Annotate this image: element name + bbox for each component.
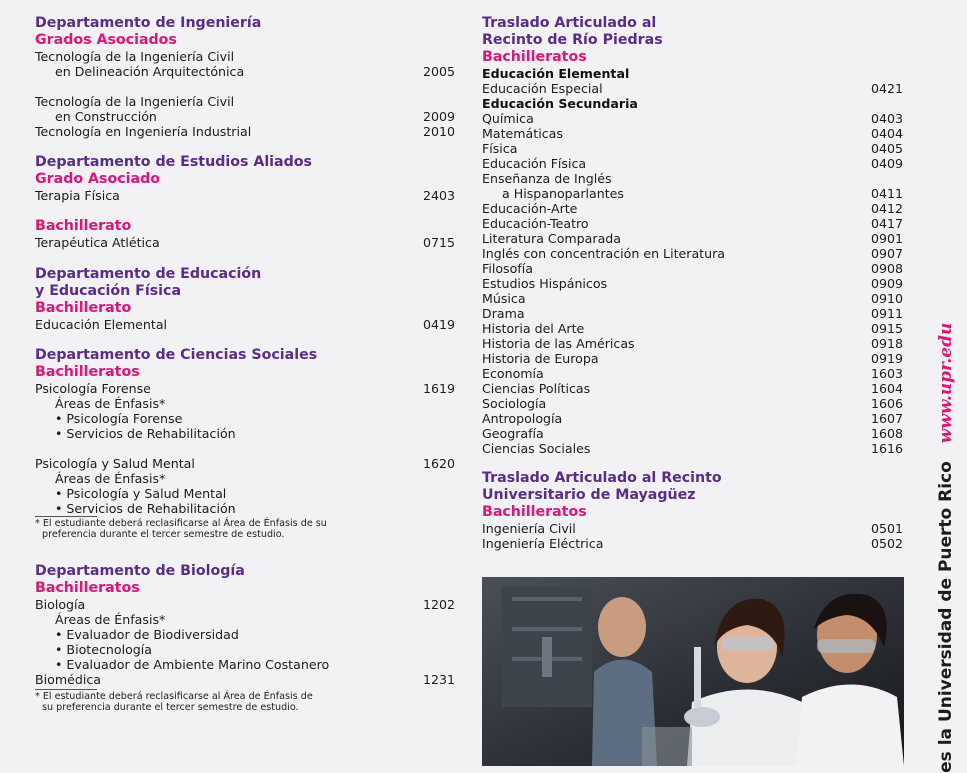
- area-item: • Servicios de Rehabilitación: [55, 426, 236, 441]
- program-row: [482, 411, 903, 426]
- footnote: * El estudiante deberá reclasificarse al Área de Énfasis de: [35, 691, 313, 702]
- program-code: 1604: [870, 381, 903, 396]
- program-name: Inglés con concentración en Literatura: [482, 246, 725, 261]
- department-heading: Departamento de Ingeniería: [35, 15, 262, 31]
- program-row: [35, 672, 455, 687]
- program-row: [35, 188, 455, 203]
- degree-heading: Grados Asociados: [35, 32, 177, 48]
- areas-label: Áreas de Énfasis*: [55, 396, 166, 411]
- program-row: [482, 276, 903, 291]
- areas-label: Áreas de Énfasis*: [55, 471, 166, 486]
- program-code: 1231: [422, 672, 455, 687]
- program-row: [482, 231, 903, 246]
- program-code: 0907: [870, 246, 903, 261]
- area-item: • Psicología y Salud Mental: [55, 486, 227, 501]
- program-name: Educación-Teatro: [482, 216, 589, 231]
- department-heading: Departamento de Educación: [35, 266, 262, 282]
- program-row: [482, 366, 903, 381]
- program-name: Educación Especial: [482, 81, 603, 96]
- area-item: • Psicología Forense: [55, 411, 183, 426]
- program-code: 0421: [870, 81, 903, 96]
- program-row: [482, 201, 903, 216]
- program-row: [35, 235, 455, 250]
- program-code: 1620: [422, 456, 455, 471]
- program-code: 0405: [870, 141, 903, 156]
- program-row: [482, 441, 903, 456]
- program-name: Matemáticas: [482, 126, 563, 141]
- website-link[interactable]: www.upr.edu: [936, 322, 956, 444]
- program-row: [35, 381, 455, 396]
- degree-heading: Bachilleratos: [35, 580, 140, 596]
- program-name: Ciencias Sociales: [482, 441, 591, 456]
- program-row: [482, 246, 903, 261]
- program-name: Educación Elemental: [35, 317, 168, 332]
- areas-label: Áreas de Énfasis*: [55, 612, 166, 627]
- footnote: su preferencia durante el tercer semestre de estudio.: [42, 702, 299, 713]
- transfer-heading: Traslado Articulado al Recinto: [482, 470, 722, 486]
- program-name: Ingeniería Eléctrica: [482, 536, 604, 551]
- program-name: Economía: [482, 366, 544, 381]
- program-name: en Construcción: [55, 109, 157, 124]
- program-code: 0403: [870, 111, 903, 126]
- program-name: Psicología y Salud Mental: [35, 456, 195, 471]
- lab-students-photo: [482, 577, 904, 766]
- footnote: preferencia durante el tercer semestre de estudio.: [42, 529, 285, 540]
- program-row: [482, 536, 903, 551]
- area-item: • Biotecnología: [55, 642, 152, 657]
- program-code: 0501: [870, 521, 903, 536]
- program-name: Ciencias Políticas: [482, 381, 591, 396]
- program-code: 1616: [870, 441, 903, 456]
- program-code: 0911: [870, 306, 903, 321]
- program-code: 1202: [422, 597, 455, 612]
- degree-heading: Bachillerato: [35, 218, 132, 234]
- program-row: [482, 381, 903, 396]
- program-code: 0918: [870, 336, 903, 351]
- department-heading: Departamento de Biología: [35, 563, 245, 579]
- department-heading: Departamento de Ciencias Sociales: [35, 347, 318, 363]
- program-row: [482, 521, 903, 536]
- degree-heading: Bachilleratos: [482, 504, 587, 520]
- footnote-rule: [35, 689, 97, 690]
- program-code: 0919: [870, 351, 903, 366]
- degree-heading: Bachilleratos: [482, 49, 587, 65]
- program-code: 1603: [870, 366, 903, 381]
- program-name: Biología: [35, 597, 86, 612]
- program-row: [482, 186, 903, 201]
- section-bachillerato-atletica: [35, 218, 455, 250]
- program-code: 0715: [422, 235, 455, 250]
- program-name: Historia de Europa: [482, 351, 599, 366]
- program-row: [482, 336, 903, 351]
- program-code: 2009: [422, 109, 455, 124]
- program-name: Química: [482, 111, 534, 126]
- footnote: * El estudiante deberá reclasificarse al Área de Énfasis de su: [35, 518, 327, 529]
- program-name: Historia del Arte: [482, 321, 585, 336]
- program-name: Terapia Física: [35, 188, 120, 203]
- transfer-heading: Recinto de Río Piedras: [482, 32, 663, 48]
- program-name: Tecnología de la Ingeniería Civil: [35, 94, 235, 109]
- program-row: [35, 597, 455, 612]
- program-row: [482, 111, 903, 126]
- subheading: Educación Elemental: [482, 66, 630, 81]
- section-mayaguez: [482, 470, 903, 551]
- program-code: 2005: [422, 64, 455, 79]
- program-row: [482, 291, 903, 306]
- degree-heading: Bachillerato: [35, 300, 132, 316]
- program-code: 1606: [870, 396, 903, 411]
- program-row: [35, 109, 455, 124]
- program-code: 0417: [870, 216, 903, 231]
- program-code: 0409: [870, 156, 903, 171]
- subheading: Educación Secundaria: [482, 96, 638, 111]
- program-row: [35, 317, 455, 332]
- program-code: 0404: [870, 126, 903, 141]
- program-name: Tecnología en Ingeniería Industrial: [35, 124, 252, 139]
- program-code: 0901: [870, 231, 903, 246]
- program-code: 0412: [870, 201, 903, 216]
- program-name: Tecnología de la Ingeniería Civil: [35, 49, 235, 64]
- section-estudios-aliados: [35, 154, 455, 203]
- area-item: • Evaluador de Ambiente Marino Costanero: [55, 657, 330, 672]
- program-row: [35, 124, 455, 139]
- program-code: 2010: [422, 124, 455, 139]
- degree-heading: Bachilleratos: [35, 364, 140, 380]
- program-code: 1607: [870, 411, 903, 426]
- program-name: Antropología: [482, 411, 563, 426]
- department-heading: Departamento de Estudios Aliados: [35, 154, 312, 170]
- program-name: Literatura Comparada: [482, 231, 621, 246]
- program-code: 0909: [870, 276, 903, 291]
- program-name: Música: [482, 291, 526, 306]
- lab-photo-illustration: [482, 577, 904, 766]
- program-code: 1619: [422, 381, 455, 396]
- program-row: [482, 156, 903, 171]
- program-code: 0915: [870, 321, 903, 336]
- program-name: Drama: [482, 306, 525, 321]
- program-name: Geografía: [482, 426, 544, 441]
- program-name: Ingeniería Civil: [482, 521, 576, 536]
- section-ingenieria: [35, 15, 455, 139]
- program-code: 2403: [422, 188, 455, 203]
- footnote-rule: [35, 516, 97, 517]
- program-name: Enseñanza de Inglés: [482, 171, 612, 186]
- area-item: • Evaluador de Biodiversidad: [55, 627, 239, 642]
- program-name: Historia de las Américas: [482, 336, 635, 351]
- program-row: [482, 426, 903, 441]
- area-item: • Servicios de Rehabilitación: [55, 501, 236, 516]
- section-educacion-fisica: [35, 266, 455, 332]
- program-row: [482, 81, 903, 96]
- degree-heading: Grado Asociado: [35, 171, 160, 187]
- program-name: a Hispanoparlantes: [502, 186, 624, 201]
- section-biologia: [35, 563, 455, 713]
- program-name: Filosofía: [482, 261, 533, 276]
- program-code: 0502: [870, 536, 903, 551]
- program-name: Biomédica: [35, 672, 101, 687]
- program-name: Estudios Hispánicos: [482, 276, 608, 291]
- program-name: Física: [482, 141, 518, 156]
- tagline: es la Universidad de Puerto Rico: [936, 461, 956, 773]
- program-row: [35, 64, 455, 79]
- program-row: [35, 456, 455, 471]
- program-row: [482, 141, 903, 156]
- program-row: [482, 126, 903, 141]
- department-heading: y Educación Física: [35, 283, 182, 299]
- transfer-heading: Universitario de Mayagüez: [482, 487, 696, 503]
- program-list: [482, 201, 903, 456]
- program-code: 1608: [870, 426, 903, 441]
- program-code: 0908: [870, 261, 903, 276]
- section-rio-piedras: [482, 15, 903, 456]
- program-row: [482, 351, 903, 366]
- program-row: [482, 306, 903, 321]
- program-row: [482, 261, 903, 276]
- program-code: 0910: [870, 291, 903, 306]
- program-name: Terapéutica Atlética: [35, 235, 160, 250]
- program-row: [482, 321, 903, 336]
- program-name: Sociología: [482, 396, 547, 411]
- transfer-heading: Traslado Articulado al: [482, 15, 657, 31]
- program-row: [482, 396, 903, 411]
- program-name: Educación-Arte: [482, 201, 578, 216]
- program-row: [482, 216, 903, 231]
- program-code: 0419: [422, 317, 455, 332]
- section-ciencias-sociales: [35, 347, 455, 540]
- program-name: Educación Física: [482, 156, 587, 171]
- program-name: en Delineación Arquitectónica: [55, 64, 245, 79]
- program-code: 0411: [870, 186, 903, 201]
- program-name: Psicología Forense: [35, 381, 151, 396]
